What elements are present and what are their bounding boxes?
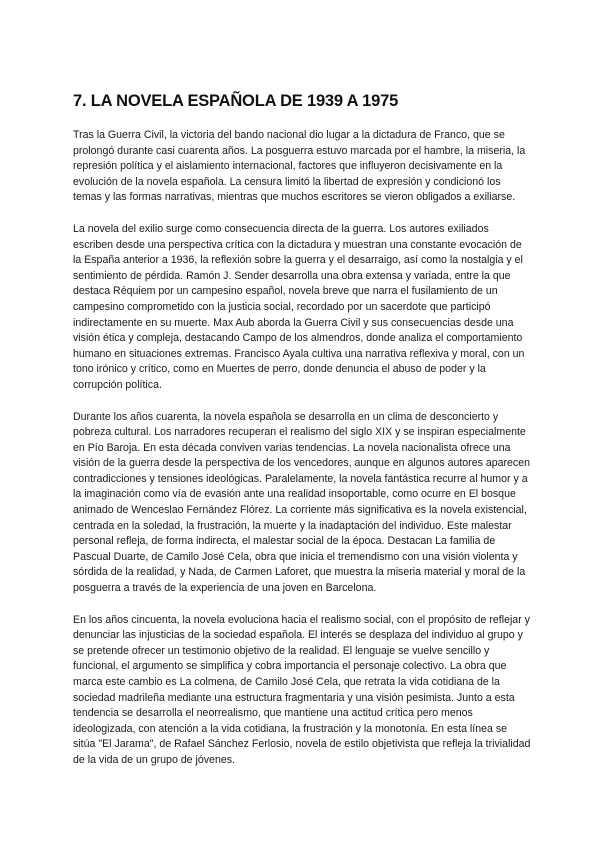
paragraph-exile-novel: La novela del exilio surge como consecuencia directa de la guerra. Los autores exiliados escriben desde una perspectiva crítica con la dictadura y muestran una constante evocación de la España anterior a 1936, la reflexión sobre la guerra y el desarraigo, así como la nostalgia y el sentimiento de pérdida. Ramón J. Sender desarrolla una obra extensa y variada, entre la que destaca Réquiem por un campesino español, novela breve que narra el fusilamiento de un campesino comprometido con la justicia social, recordado por un sacerdote que participó indirectamente en su muerte. Max Aub aborda la Guerra Civil y sus consecuencias desde una visión ética y compleja, destacando Campo de los almendros, donde analiza el comportamiento humano en situaciones extremas. Francisco Ayala cultiva una narrativa reflexiva y moral, con un tono irónico y crítico, como en Muertes de perro, donde denuncia el abuso de poder y la corrupción política. — [73, 222, 525, 391]
document-body — [73, 90, 531, 785]
section-title: 7. LA NOVELA ESPAÑOLA DE 1939 A 1975 — [73, 92, 399, 110]
paragraph-forties-novel: Durante los años cuarenta, la novela española se desarrolla en un clima de desconcierto y pobreza cultural. Los narradores recuperan el realismo del siglo XIX y se inspiran especialmente en Pío Baroja. En esta década conviven varias tendencias. La novela nacionalista ofrece una visión de la guerra desde la perspectiva de los vencedores, aunque en algunos autores aparecen contradicciones y tensiones ideológicas. Paralelamente, la novela fantástica recurre al humor y a la imaginación como vía de evasión ante una realidad insoportable, como ocurre en El bosque animado de Wenceslao Fernández Flórez. La corriente más significativa es la novela existencial, centrada en la soledad, la frustración, la muerte y la inadaptación del individuo. Este malestar personal refleja, de forma indirecta, el malestar social de la época. Destacan La familia de Pascual Duarte, de Camilo José Cela, obra que inicia el tremendismo con una visión violenta y sórdida de la realidad, y Nada, de Carmen Laforet, que muestra la miseria material y moral de la posguerra a través de la experiencia de una joven en Barcelona. — [73, 410, 531, 595]
paragraph-postwar-context: Tras la Guerra Civil, la victoria del bando nacional dio lugar a la dictadura de Franco, que se prolongó durante casi cuarenta años. La posguerra estuvo marcada por el hambre, la miseria, la represión política y el aislamiento internacional, factores que influyeron decisivamente en la evolución de la novela española. La censura limitó la libertad de expresión y condicionó los temas y las formas narrativas, mientras que muchos escritores se vieron obligados a exiliarse. — [73, 129, 526, 204]
paragraph-fifties-novel: En los años cincuenta, la novela evoluciona hacia el realismo social, con el propósito de reflejar y denunciar las injusticias de la sociedad española. El interés se desplaza del individuo al grupo y se pretende ofrecer un testimonio objetivo de la realidad. El lenguaje se vuelve sencillo y funcional, el argumento se simplifica y cobra importancia el personaje colectivo. La obra que marca este cambio es La colmena, de Camilo José Cela, que retrata la vida cotidiana de la sociedad madrileña mediante una estructura fragmentaria y una visión pesimista. Junto a esta tendencia se desarrolla el neorrealismo, que mantiene una actitud crítica pero menos ideologizada, con atención a la vida cotidiana, la frustración y la monotonía. En esta línea se sitúa "El Jarama", de Rafael Sánchez Ferlosio, novela de estilo objetivista que refleja la trivialidad de la vida de un grupo de jóvenes. — [73, 613, 531, 766]
